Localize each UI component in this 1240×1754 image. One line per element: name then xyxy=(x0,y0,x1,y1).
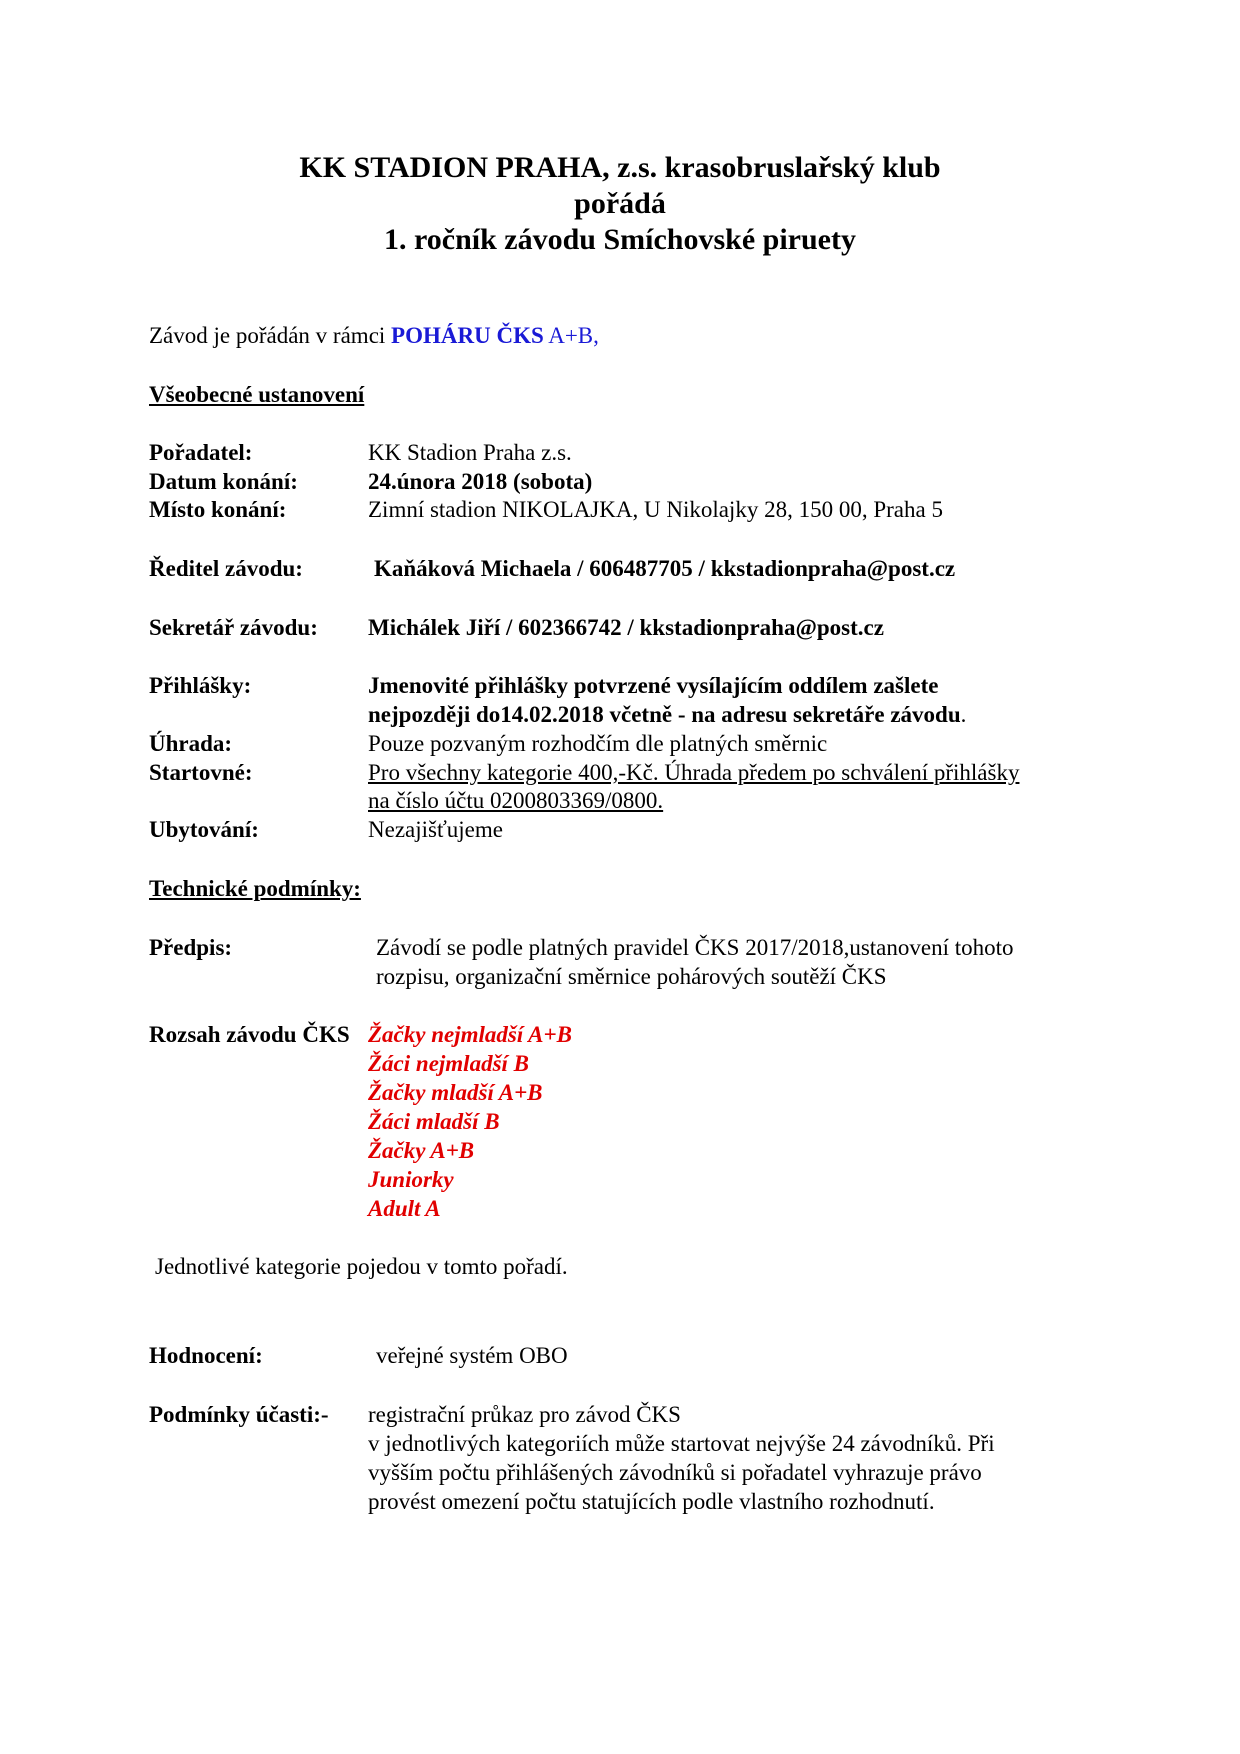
fee-label: Startovné: xyxy=(149,760,253,785)
category-item: Žačky A+B xyxy=(368,1138,475,1163)
category-item: Žáci mladší B xyxy=(368,1109,500,1134)
rules-label: Předpis: xyxy=(149,935,233,960)
rules-line-1: Závodí se podle platných pravidel ČKS 2017/2018,ustanovení tohoto xyxy=(376,935,1014,960)
category-item: Žáci nejmladší B xyxy=(368,1051,529,1076)
conditions-line: registrační průkaz pro závod ČKS xyxy=(368,1402,681,1427)
place-value: Zimní stadion NIKOLAJKA, U Nikolajky 28, 150 00, Praha 5 xyxy=(368,497,943,522)
rules-line-2: rozpisu, organizační směrnice pohárových soutěží ČKS xyxy=(376,964,887,989)
conditions-line: vyšším počtu přihlášených závodníků si pořadatel vyhrazuje právo xyxy=(368,1460,982,1485)
conditions-line: provést omezení počtu statujících podle vlastního rozhodnutí. xyxy=(368,1489,935,1514)
category-item: Žačky nejmladší A+B xyxy=(368,1022,572,1047)
entries-line-1: Jmenovité přihlášky potvrzené vysílajícím oddílem zašlete xyxy=(368,673,939,698)
category-item: Adult A xyxy=(368,1196,441,1221)
director-value: Kaňáková Michaela / 606487705 / kkstadionpraha@post.cz xyxy=(374,556,956,581)
scope-label: Rozsah závodu ČKS xyxy=(149,1022,350,1047)
general-heading: Všeobecné ustanovení xyxy=(149,382,365,407)
intro-line xyxy=(149,322,599,350)
fee-line-1: Pro všechny kategorie 400,-Kč. Úhrada předem po schválení přihlášky xyxy=(368,760,1020,785)
event-title: 1. ročník závodu Smíchovské piruety xyxy=(384,223,856,256)
payment-label: Úhrada: xyxy=(149,731,233,756)
category-item: Žačky mladší A+B xyxy=(368,1080,543,1105)
fee-line-2: na číslo účtu 0200803369/0800. xyxy=(368,788,664,813)
secretary-label: Sekretář závodu: xyxy=(149,615,318,640)
intro-prefix: Závod je pořádán v rámci xyxy=(149,323,392,348)
entries-label: Přihlášky: xyxy=(149,673,252,698)
organizer-value: KK Stadion Praha z.s. xyxy=(368,440,572,465)
scoring-value: veřejné systém OBO xyxy=(376,1343,568,1368)
conditions-line: v jednotlivých kategoriích může startovat nejvýše 24 závodníků. Při xyxy=(368,1431,995,1456)
place-label: Místo konání: xyxy=(149,497,287,522)
technical-heading: Technické podmínky: xyxy=(149,876,361,901)
secretary-value: Michálek Jiří / 602366742 / kkstadionpraha@post.cz xyxy=(368,615,884,640)
entries-line-2-end: . xyxy=(960,702,967,727)
entries-line-2-text: nejpozději do14.02.2018 včetně - na adresu sekretáře závodu xyxy=(368,702,961,727)
director-label: Ředitel závodu: xyxy=(149,556,303,581)
cup-suffix: A+B, xyxy=(543,323,599,348)
payment-value: Pouze pozvaným rozhodčím dle platných směrnic xyxy=(368,731,828,756)
date-label: Datum konání: xyxy=(149,469,298,494)
organizes-text: pořádá xyxy=(574,187,666,220)
cup-name: POHÁRU ČKS xyxy=(391,323,544,348)
accommodation-label: Ubytování: xyxy=(149,817,259,842)
order-note: Jednotlivé kategorie pojedou v tomto pořadí. xyxy=(155,1254,568,1279)
organizer-label: Pořadatel: xyxy=(149,440,253,465)
date-value: 24.února 2018 (sobota) xyxy=(368,469,593,494)
conditions-label: Podmínky účasti:- xyxy=(149,1402,329,1427)
scoring-label: Hodnocení: xyxy=(149,1343,263,1368)
entries-line-2 xyxy=(368,701,966,729)
club-title: KK STADION PRAHA, z.s. krasobruslařský klub xyxy=(299,151,941,184)
category-item: Juniorky xyxy=(368,1167,454,1192)
accommodation-value: Nezajišťujeme xyxy=(368,817,503,842)
